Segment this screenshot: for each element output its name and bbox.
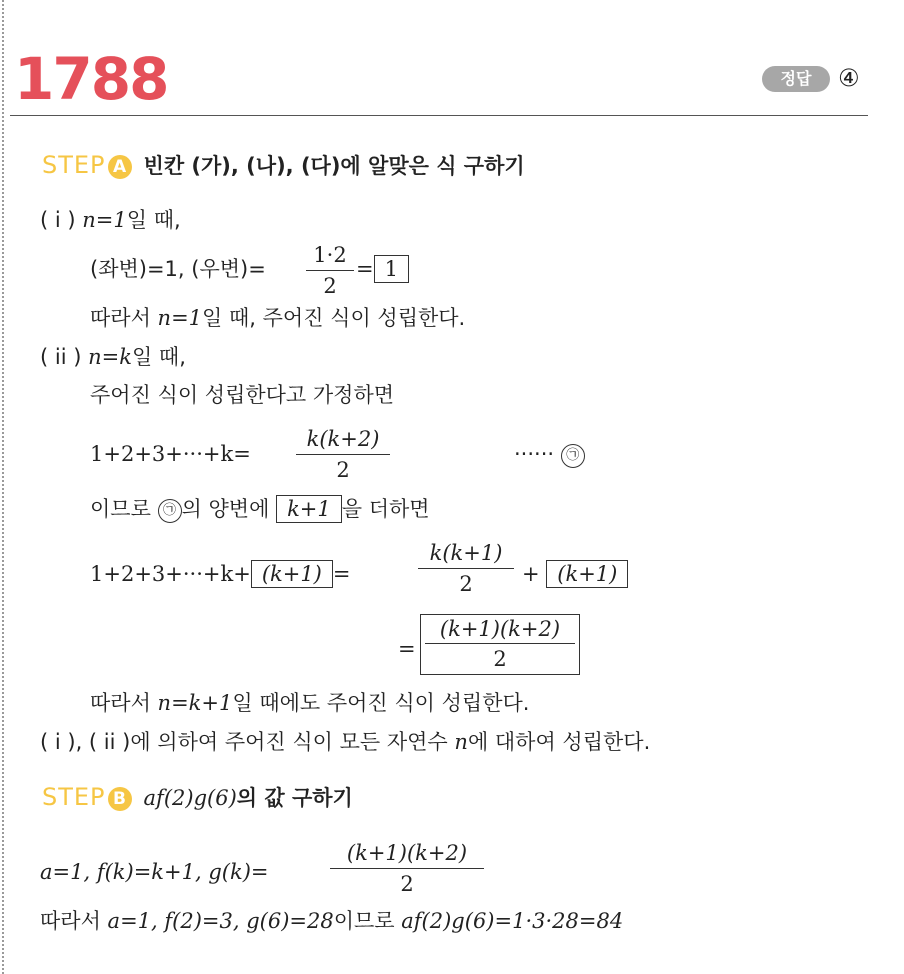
case2-conclusion-post: 일 때에도 주어진 식이 성립한다. bbox=[232, 691, 530, 715]
case2-conclusion bbox=[90, 688, 529, 718]
result-final-math2: af(2)g(6)=1·3·28=84 bbox=[401, 909, 624, 933]
case2-condition: n=k bbox=[88, 345, 132, 369]
case2-line2-lhs-text: 1+2+3+···+k+ bbox=[90, 562, 251, 586]
case2-sum-fraction-num: k(k+2) bbox=[306, 427, 380, 451]
case2-add-sentence bbox=[90, 494, 430, 524]
case1-sides-left: (좌변)=1, (우변)= bbox=[90, 257, 266, 281]
case1-condition-text: 일 때, bbox=[126, 208, 181, 232]
step-b-title-math: af(2)g(6) bbox=[143, 786, 237, 810]
problem-number: 1788 bbox=[14, 45, 168, 113]
result-final-line bbox=[40, 906, 623, 936]
result-final-math1: a=1, f(2)=3, g(6)=28 bbox=[107, 909, 334, 933]
case2-assumption: 주어진 식이 성립한다고 가정하면 bbox=[90, 383, 395, 407]
case2-condition-text: 일 때, bbox=[131, 345, 186, 369]
step-b-badge: B bbox=[108, 787, 132, 811]
page-edge-dotted bbox=[2, 0, 4, 974]
case2-heading bbox=[40, 342, 186, 372]
case1-conclusion-math: n=1 bbox=[157, 306, 203, 330]
case1-fraction bbox=[306, 240, 354, 301]
case2-conclusion-pre: 따라서 bbox=[90, 691, 151, 715]
step-a-badge: A bbox=[108, 155, 132, 179]
header-divider bbox=[10, 115, 868, 116]
final-statement-post: 에 대하여 성립한다. bbox=[467, 730, 651, 754]
case1-condition: n=1 bbox=[82, 208, 127, 232]
step-b-title bbox=[144, 786, 353, 810]
equals-sign: = bbox=[398, 637, 416, 661]
blank-c-num: (k+1)(k+2) bbox=[439, 617, 561, 641]
case2-line2-rhs bbox=[522, 559, 628, 589]
case2-line2-fraction bbox=[418, 538, 514, 599]
case2-line2-lhs bbox=[90, 559, 351, 589]
blank-b-box: k+1 bbox=[276, 495, 342, 523]
blank-c-box bbox=[420, 614, 580, 675]
result-definitions: a=1, f(k)=k+1, g(k)= bbox=[40, 860, 269, 884]
case1-eq-box bbox=[356, 254, 409, 284]
case2-sum-fraction bbox=[296, 424, 390, 485]
final-statement-pre: ( i ), ( ii )에 의하여 주어진 식이 모든 자연수 bbox=[40, 730, 448, 754]
case1-conclusion bbox=[90, 303, 465, 333]
case2-sum-fraction-den: 2 bbox=[336, 458, 350, 482]
case1-fraction-den: 2 bbox=[323, 274, 337, 298]
result-fraction bbox=[330, 838, 484, 899]
case2-label: ( ii ) bbox=[40, 345, 82, 369]
equation-tag-1 bbox=[514, 439, 585, 469]
case2-conclusion-math: n=k+1 bbox=[157, 691, 233, 715]
equals-sign: = bbox=[332, 562, 351, 586]
case2-add-mid: 의 양변에 bbox=[181, 497, 270, 521]
blank-c-den: 2 bbox=[493, 647, 507, 671]
blank-b-box-2: (k+1) bbox=[251, 560, 333, 588]
step-b-heading bbox=[42, 782, 353, 813]
case2-line2-fraction-num: k(k+1) bbox=[429, 541, 503, 565]
equals-sign: = bbox=[356, 257, 374, 281]
step-a-heading bbox=[42, 150, 525, 181]
step-a-title: 빈칸 (가), (나), (다)에 알맞은 식 구하기 bbox=[143, 154, 525, 178]
case2-add-post: 을 더하면 bbox=[341, 497, 430, 521]
case1-conclusion-post: 일 때, 주어진 식이 성립한다. bbox=[202, 306, 466, 330]
case1-label: ( i ) bbox=[40, 208, 76, 232]
final-statement-var: n bbox=[454, 730, 468, 754]
blank-b-box-3: (k+1) bbox=[546, 560, 628, 588]
case1-conclusion-pre: 따라서 bbox=[90, 306, 151, 330]
result-fraction-den: 2 bbox=[400, 872, 414, 896]
result-fraction-num: (k+1)(k+2) bbox=[346, 841, 468, 865]
plus-sign: + bbox=[522, 562, 540, 586]
answer-badge: 정답 bbox=[762, 66, 830, 92]
step-a-word: STEP bbox=[42, 151, 106, 179]
result-final-mid: 이므로 bbox=[333, 909, 395, 933]
answer-value: ④ bbox=[838, 64, 860, 92]
final-statement bbox=[40, 727, 650, 757]
case2-line2-fraction-den: 2 bbox=[459, 572, 473, 596]
result-final-pre: 따라서 bbox=[40, 909, 101, 933]
blank-a-box: 1 bbox=[374, 255, 409, 283]
circled-label-giyeok: ㉠ bbox=[561, 444, 585, 468]
step-b-word: STEP bbox=[42, 783, 106, 811]
case1-fraction-num: 1·2 bbox=[313, 243, 347, 267]
circled-label-giyeok: ㉠ bbox=[158, 499, 182, 523]
case1-heading bbox=[40, 205, 181, 235]
step-b-title-text: 의 값 구하기 bbox=[236, 786, 353, 810]
dots: ······ bbox=[514, 442, 555, 466]
case2-add-pre: 이므로 bbox=[90, 497, 151, 521]
case2-sum-lhs: 1+2+3+···+k= bbox=[90, 442, 251, 466]
